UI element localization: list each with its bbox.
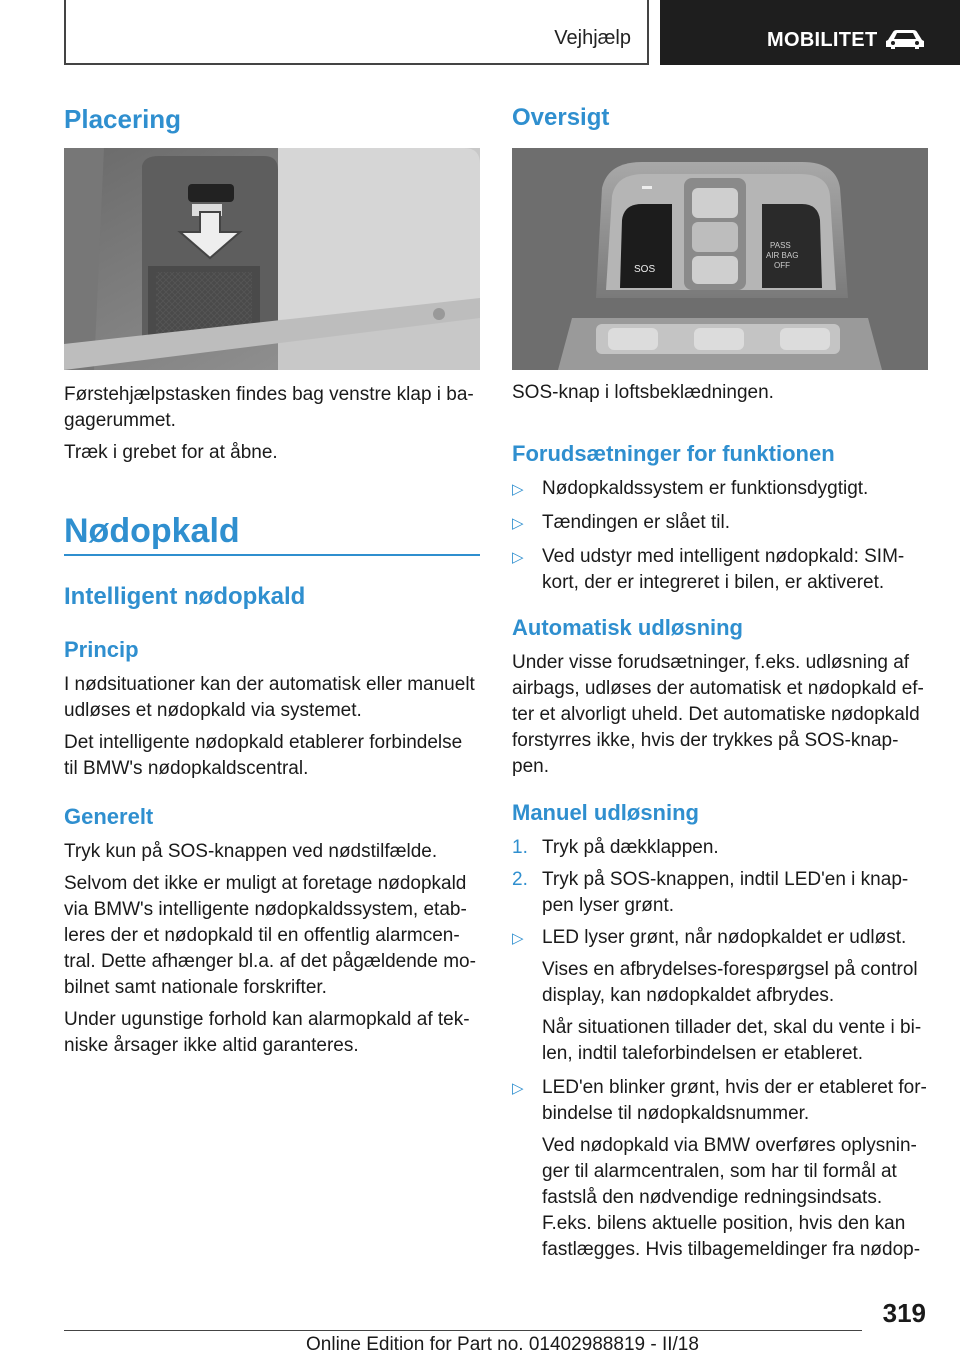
generelt-paragraph-3: Under ugunstige forhold kan alarmopkald af tek‐ niske årsager ikke altid garanteres. [64, 1009, 470, 1056]
pass-label: PASS [770, 241, 791, 250]
footer-rule [64, 1330, 862, 1331]
header-chapter-title: MOBILITET [767, 29, 878, 51]
section-heading: Intelligent nødopkald [64, 583, 306, 610]
oversigt-heading: Oversigt [512, 104, 610, 131]
bullet-marker: ▷ [512, 930, 524, 947]
chapter-heading: Nødopkald [64, 512, 240, 550]
placering-heading: Placering [64, 104, 182, 134]
bullet-marker: ▷ [512, 1080, 524, 1097]
chapter-rule [64, 554, 480, 556]
blink-item: LED'en blinker grønt, hvis der er etableret for‐ bindelse til nødopkaldsnummer. Ved nødopkald via BMW overføres oplysnin‐ ger til alarmcentralen, som har til formål at fastslå den nødvendige redningsindsats. F.eks. bilens aktuelle position, hvis den kan fastlægges. Hvis tilbagemeldinger fra nødop‐ [542, 1077, 927, 1260]
auto-paragraph: Under visse forudsætninger, f.eks. udløsning af airbags, udløses der automatisk et nødopkald ef‐ ter et alvorligt uheld. Det automatiske nødopkald forstyrres ikke, hvis der trykkes på SOS-knap‐ pen. [512, 652, 924, 777]
bullet-marker: ▷ [512, 481, 524, 498]
bullet-marker: ▷ [512, 515, 524, 532]
step-1: Tryk på dækklappen. [542, 837, 719, 858]
placering-caption: Førstehjælpstasken findes bag venstre klap i ba‐ gagerummet. [64, 384, 474, 431]
forud-item-1: Nødopkaldssystem er funktionsdygtigt. [542, 478, 869, 499]
princip-heading: Princip [64, 637, 139, 662]
first-aid-kit-figure [64, 148, 480, 370]
sos-button-figure [512, 148, 928, 370]
step-2: Tryk på SOS-knappen, indtil LED'en i knap‐ pen lyser grønt. [542, 869, 909, 916]
princip-paragraph-1: I nødsituationer kan der automatisk eller manuelt udløses et nødopkald via systemet. [64, 674, 475, 721]
header-chapter-box [660, 0, 960, 65]
step-number-2: 2. [512, 869, 528, 890]
off-label: OFF [774, 261, 790, 270]
oversigt-caption: SOS-knap i loftsbeklædningen. [512, 382, 774, 403]
forud-item-2: Tændingen er slået til. [542, 512, 730, 533]
generelt-heading: Generelt [64, 804, 154, 829]
forud-item-3: Ved udstyr med intelligent nødopkald: SIM- kort, der er integreret i bilen, er aktiveret. [542, 546, 905, 593]
generelt-paragraph-1: Tryk kun på SOS-knappen ved nødstilfælde. [64, 841, 438, 862]
forud-heading: Forudsætninger for funktionen [512, 441, 835, 466]
led-item: LED lyser grønt, når nødopkaldet er udløst. Vises en afbrydelses-forespørgsel på control display, kan nødopkaldet afbrydes. Når situationen tillader det, skal du vente i bi‐ len, indtil taleforbindelsen er etableret. [542, 927, 922, 1064]
auto-heading: Automatisk udløsning [512, 615, 743, 640]
airbag-label: AIR BAG [766, 251, 799, 260]
princip-paragraph-2: Det intelligente nødopkald etablerer forbindelse til BMW's nødopkaldscentral. [64, 732, 463, 779]
pull-instruction: Træk i grebet for at åbne. [64, 442, 278, 463]
car-icon [884, 28, 926, 50]
page-number: 319 [882, 1298, 926, 1328]
generelt-paragraph-2: Selvom det ikke er muligt at foretage nødopkald via BMW's intelligente nødopkaldssystem, etab‐ leres der et nødopkald til en offentlig alarmcen‐ tral. Dette afhænger bl.a. af det pågældende mo‐ bilnet samt nationale forskrifter. [64, 873, 476, 998]
header-section-box [64, 0, 649, 65]
sos-label: SOS [634, 264, 656, 275]
bullet-marker: ▷ [512, 549, 524, 566]
manuel-heading: Manuel udløsning [512, 800, 699, 825]
header-section-title: Vejhjælp [554, 27, 631, 49]
step-number-1: 1. [512, 837, 528, 858]
footer-edition: Online Edition for Part no. 01402988819 - II/18 [306, 1334, 699, 1355]
